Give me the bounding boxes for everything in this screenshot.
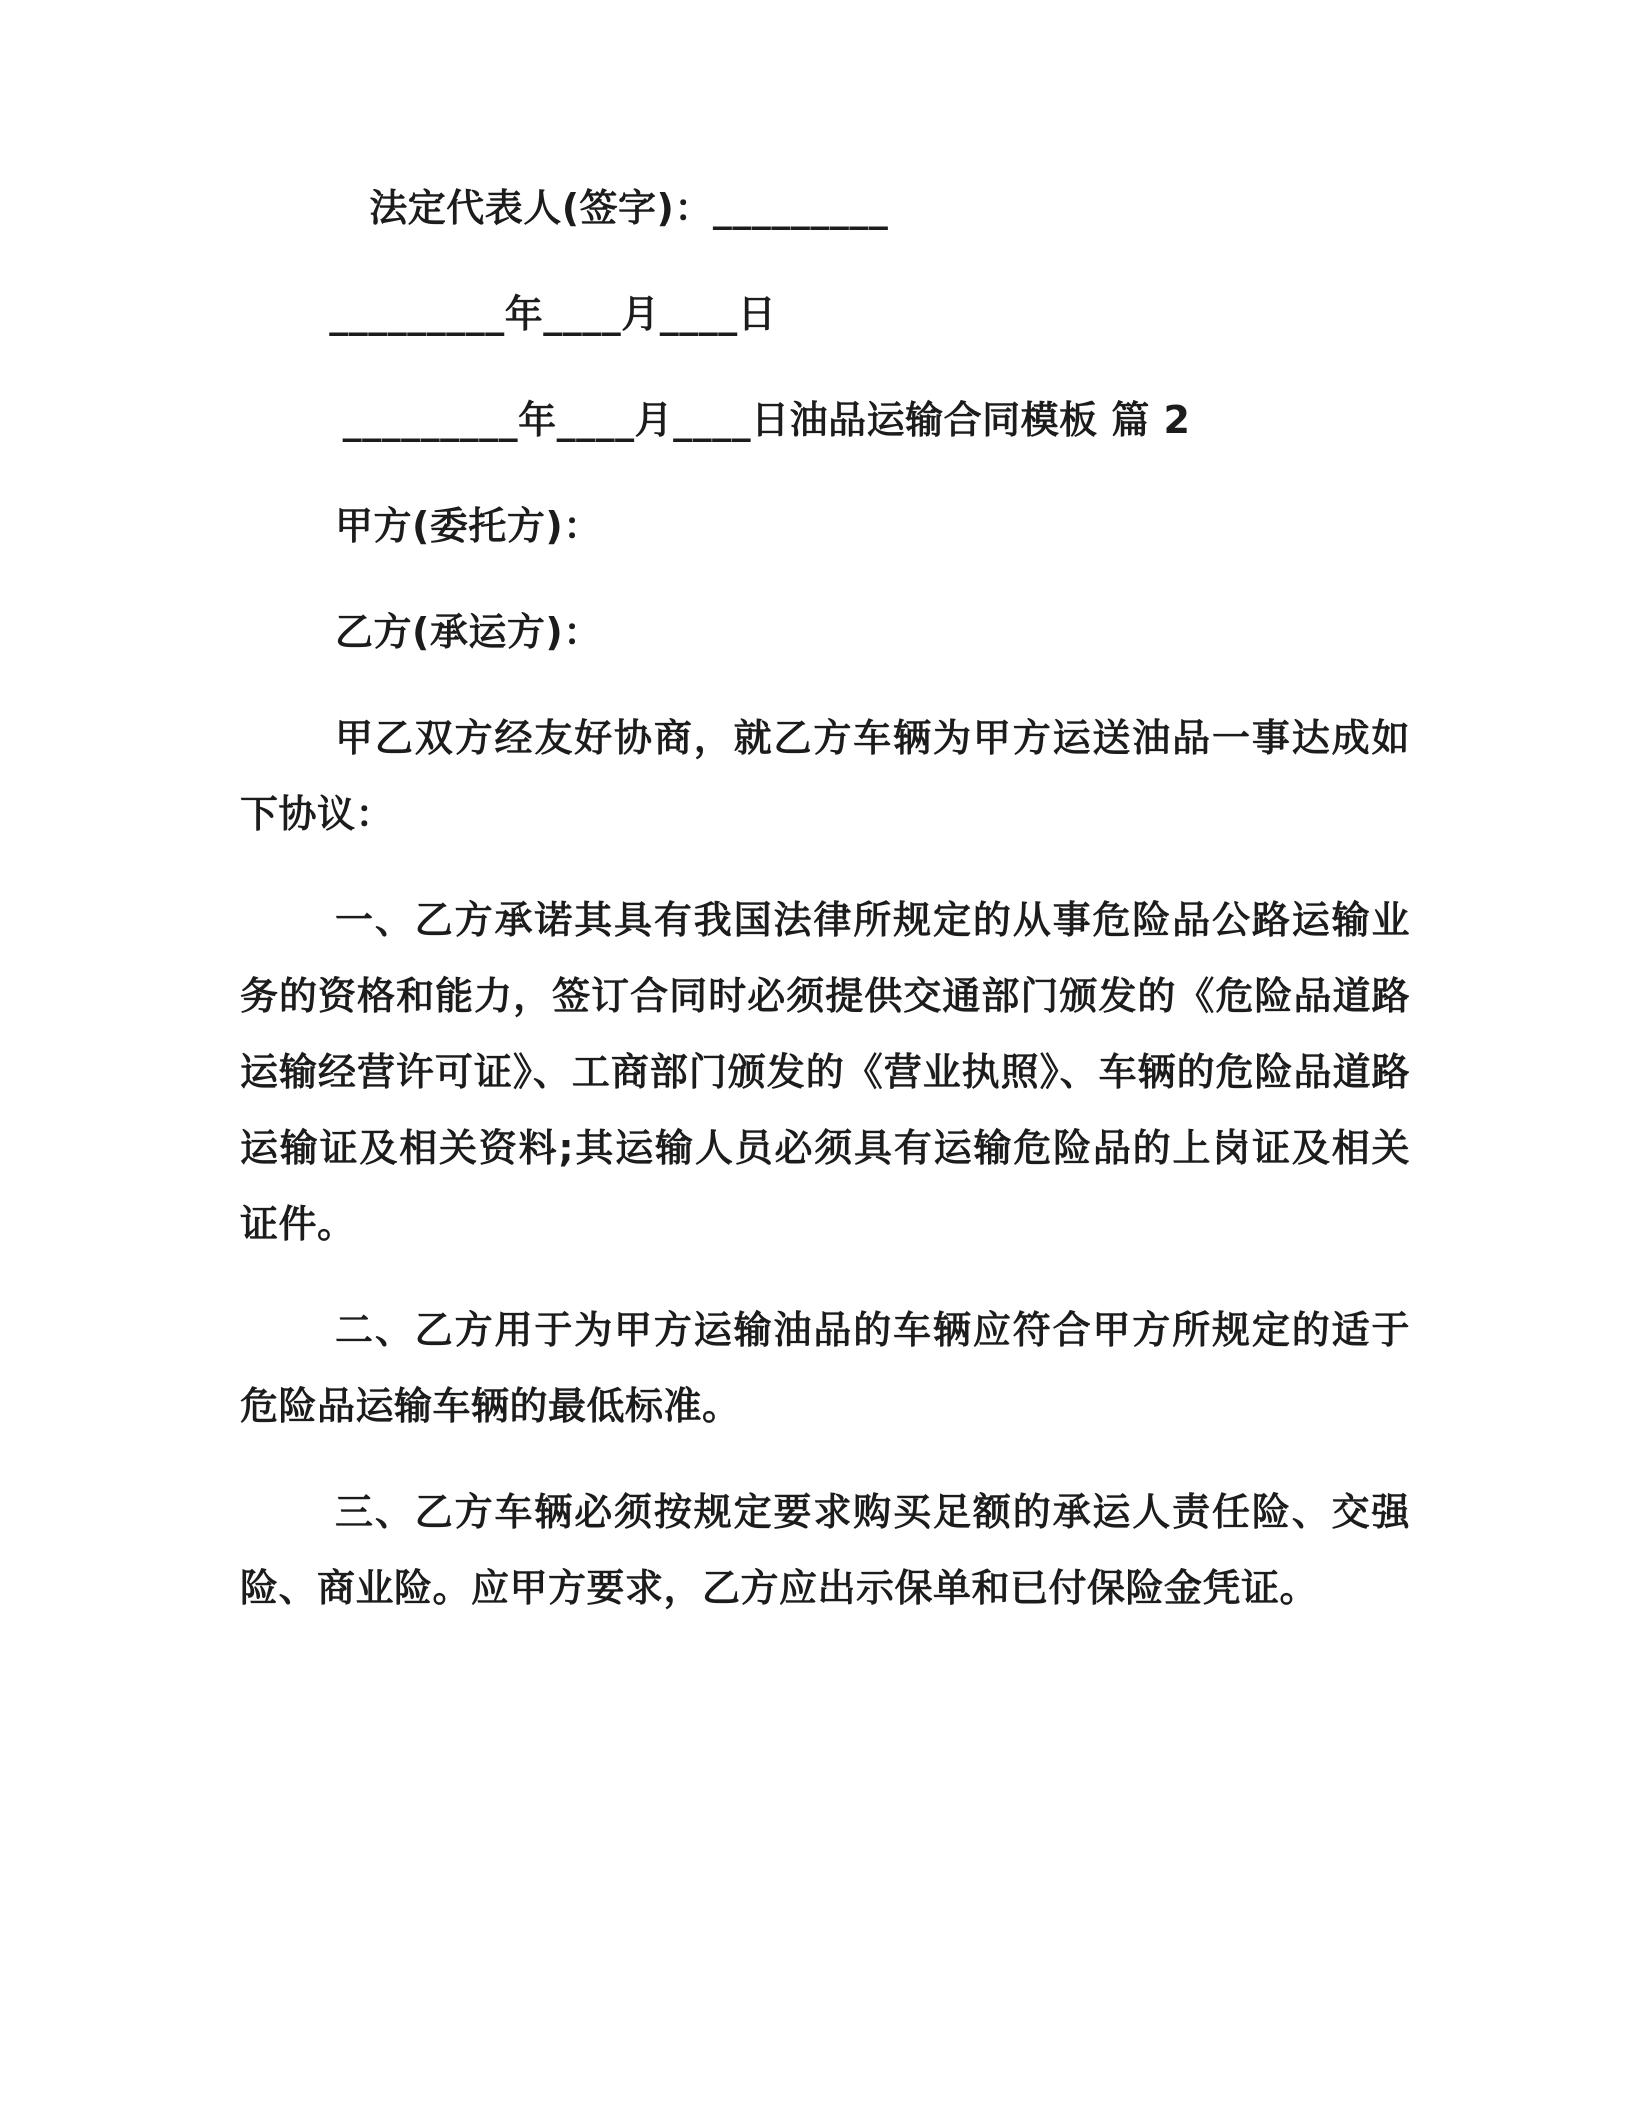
party-b-label: 乙方(承运方)： xyxy=(335,610,602,654)
date-blank-line: _________年____月____日 xyxy=(329,292,777,336)
clause-3-paragraph: 三、乙方车辆必须按规定要求购买足额的承运人责任险、交强险、商业险。应甲方要求，乙方应出示保单和已付保险金凭证。 xyxy=(240,1490,1410,1610)
clause-2-paragraph: 二、乙方用于为甲方运输油品的车辆应符合甲方所规定的适于危险品运输车辆的最低标准。 xyxy=(240,1308,1410,1428)
preamble-paragraph: 甲乙双方经友好协商，就乙方车辆为甲方运送油品一事达成如下协议： xyxy=(240,716,1410,836)
clause-1-paragraph: 一、乙方承诺其具有我国法律所规定的从事危险品公路运输业务的资格和能力，签订合同时必须提供交通部门颁发的《危险品道路运输经营许可证》、工商部门颁发的《营业执照》、车辆的危险品道路运输证及相关资料;其运输人员必须具有运输危险品的上岗证及相关证件。 xyxy=(240,898,1410,1246)
legal-rep-signature-line: 法定代表人(签字)：_________ xyxy=(369,186,889,230)
party-a-label: 甲方(委托方)： xyxy=(335,504,602,548)
section-title: _________年____月____日油品运输合同模板 篇 2 xyxy=(342,398,1191,442)
